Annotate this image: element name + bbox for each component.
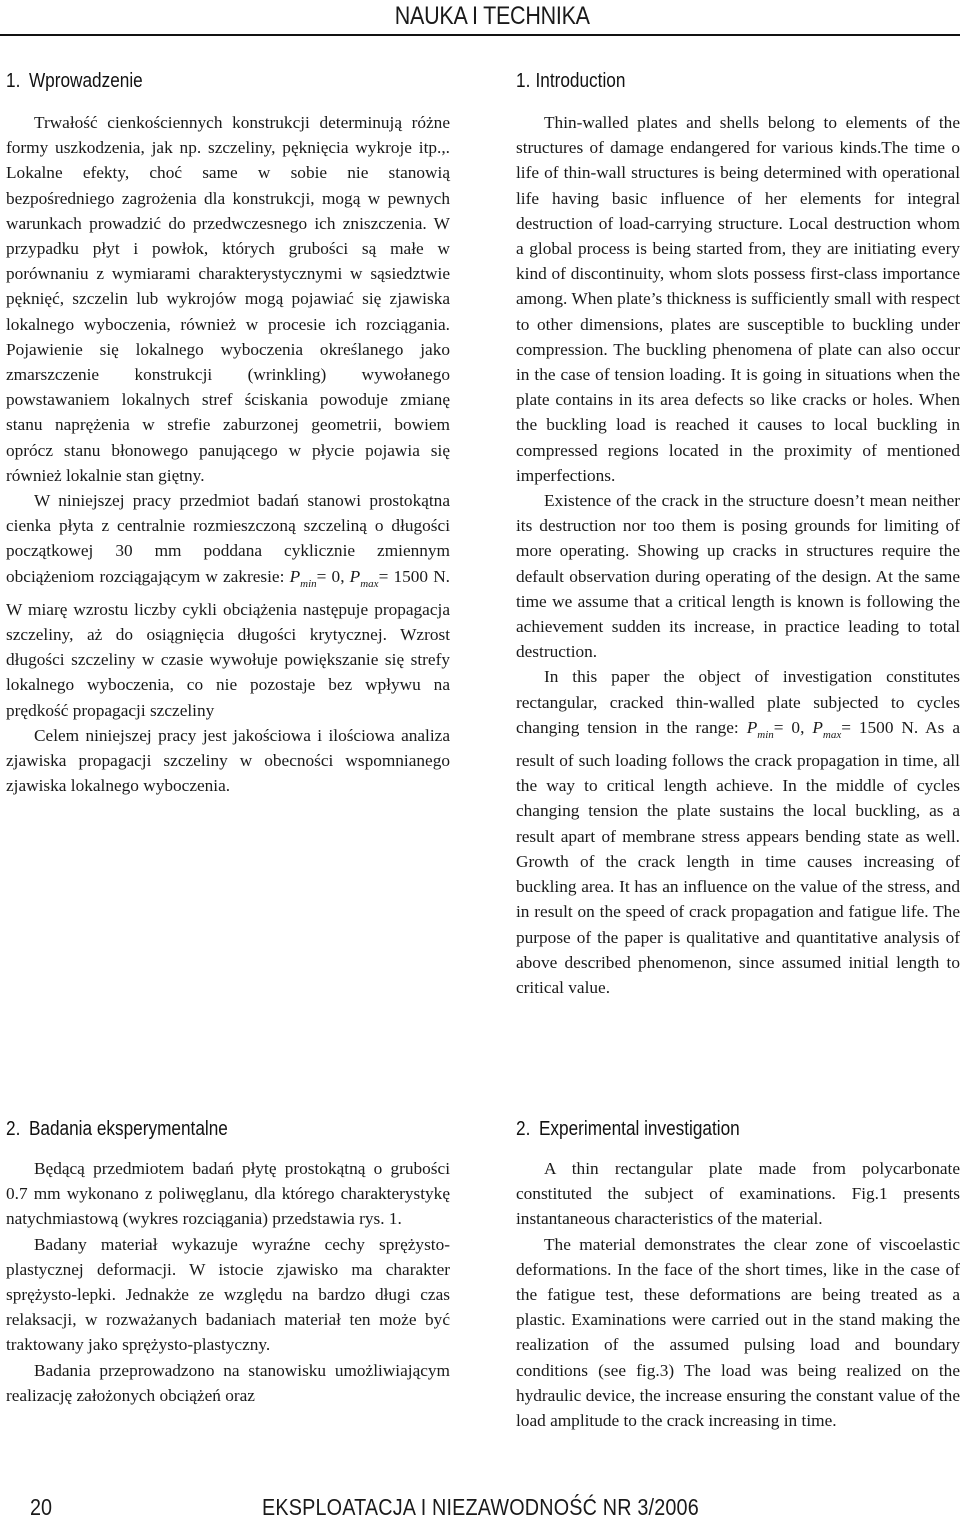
section-title: Experimental investigation (538, 1118, 740, 1140)
text-run: = 1500 N. As a result of such loading follows the crack propagation in time, all the way to critical length achieve. In the middle of cycles changing tension the plate sustains the local buckling, as a result apart of membrane stress appears bending state as well. Growth of the crack length in time causes increasing of buckling area. It has an influence on the value of the stress, and in result on the speed of crack propagation and fatigue life. The purpose of the paper is qualitative and quantitative analysis of above described phenomenon, since assumed initial length to critical value. (516, 717, 960, 997)
symbol-p: P (746, 717, 758, 737)
symbol-p: P (349, 566, 361, 586)
section-title: Badania eksperymentalne (28, 1118, 228, 1140)
section-heading-introduction (516, 70, 898, 96)
paragraph: Thin-walled plates and shells belong to elements of the structures of damage endangered for various kinds.The time o life of thin-wall structures is being determined with operational life having basic influence of her elements for integral destruction of load-carrying structure. Local destruction whom a global process is being started from, they are initiating every kind of discontinuity, whom slots possess first-class importance among. When plate’s thickness is sufficiently small with respect to other dimensions, plates are susceptible to buckling under compression. The buckling phenomena of plate can also occur in the case of tension loading. It is going in situations when the plate contains in its area defects so like cracks or holes. When the buckling load is reached it causes to local buckling in compressed regions located in the proximity of mentioned imperfections. (516, 113, 960, 485)
page-number: 20 (30, 1494, 53, 1520)
left-column-section-1 (6, 70, 450, 798)
section-title: Wprowadzenie (28, 70, 143, 92)
journal-title: EKSPLOATACJA I NIEZAWODNOŚĆ NR 3/2006 (262, 1494, 699, 1520)
subscript-max: max (822, 728, 842, 741)
running-header-title: NAUKA I TECHNIKA (394, 2, 590, 30)
symbol-p: P (289, 566, 301, 586)
section-title: Introduction (535, 70, 626, 92)
text-run: = 1500 N. W miarę wzrostu liczby cykli obciążenia następuje propagacja szczeliny, aż do osiągnięcia długości krytycznej. Wzrost długości szczeliny w czasie wywołuje powiększanie się strefy lokalnego wyboczenia, co nie pozostaje bez wpływu na prędkość propagacji szczeliny (6, 566, 450, 720)
section-number: 2. (6, 1118, 21, 1140)
section-heading-badania (6, 1118, 388, 1144)
text-run: In this paper the object of investigation constitutes rectangular, cracked thin-walled plate subjected to cycles changing tension in the range: (516, 667, 960, 737)
paragraph: The material demonstrates the clear zone of viscoelastic deformations. In the face of the short times, like in the case of the fatigue test, these deformations are being treated as a plastic. Examinations were carried out in the stand making the realization of the assumed pulsing load and boundary conditions (see fig.3) The load was being realized on the hydraulic device, the increase ensuring the constant value of the load amplitude to the crack increasing in time. (516, 1234, 960, 1431)
text-run: = 0, (316, 566, 350, 586)
paragraph: Celem niniejszej pracy jest jakościowa i ilościowa analiza zjawiska propagacji szczeliny w obecności wspomnianego zjawiska lokalnego wyboczenia. (6, 725, 450, 796)
paragraph (516, 664, 960, 1000)
section-number: 1. (6, 70, 21, 92)
section-number: 1. (516, 70, 531, 92)
right-column-section-1 (516, 70, 960, 1000)
section-number: 2. (516, 1118, 531, 1140)
text-run: = 0, (773, 717, 813, 737)
right-column-section-2 (516, 1118, 960, 1433)
paragraph (6, 488, 450, 723)
text-run: W niniejszej pracy przedmiot badań stanowi prostokątna cienka płyta z centralnie rozmieszczoną szczeliną o długości początkowej 30 mm poddana cyklicznie zmiennym obciążeniom rozciągającym w zakresie: (6, 491, 450, 586)
paragraph: Będącą przedmiotem badań płytę prostokątną o grubości 0.7 mm wykonano z poliwęglanu, dla którego charakterystykę natychmiastową (wykres rozciągania) przedstawia rys. 1. (6, 1159, 450, 1229)
page-footer (0, 1490, 960, 1530)
section-heading-experimental (516, 1118, 898, 1144)
subscript-min: min (757, 728, 774, 741)
paragraph: Existence of the crack in the structure doesn’t mean neither its destruction nor too them is posing grounds for limiting of more operating. Showing up cracks in structures require the default observation during operating of the design. At the same time we assume that a critical length is known is following the achievement sudden its increase, in practice leading to total destruction. (516, 491, 960, 662)
running-header (0, 0, 960, 36)
paragraph: Trwałość cienkościennych konstrukcji determinują różne formy uszkodzenia, jak np. szczeliny, pęknięcia wykroje itp.,. Lokalne efekty, choć same w sobie nie stanowią bezpośredniego zagrożenia dla konstrukcji, mogą w pewnych warunkach prowadzić do przedwczesnego ich zniszczenia. W przypadku płyt i powłok, których grubości są małe w porównaniu z wymiarami charakterystycznymi w sąsiedztwie pęknięć, szczelin lub wykrojów mogą pojawiać się zjawiska lokalnego wyboczenia, również w procesie ich rozciągania. Pojawienie się lokalnego wyboczenia określanego jako zmarszczenie konstrukcji (wrinkling) wywołanego powstawaniem lokalnych stref ściskania powoduje zmianę stanu naprężenia w strefie zaburzonej geometrii, bowiem oprócz stanu błonowego panującego w płycie pojawia się również lokalnie stan giętny. (6, 113, 450, 485)
symbol-p: P (812, 717, 823, 737)
paragraph: A thin rectangular plate made from polycarbonate constituted the subject of examinations. Fig.1 presents instantaneous characteristics of the material. (516, 1159, 960, 1229)
subscript-max: max (360, 577, 379, 590)
paragraph: Badania przeprowadzono na stanowisku umożliwiającym realizację założonych obciążeń oraz (6, 1360, 450, 1405)
header-rule (0, 34, 960, 36)
section-heading-wprowadzenie (6, 70, 388, 96)
paragraph: Badany materiał wykazuje wyraźne cechy sprężysto-plastycznej deformacji. W istocie zjawisko ma charakter sprężysto-lepki. Jednakże ze względu na bardzo długi czas relaksacji, w rozważanych badaniach materiał ten może być traktowany jako sprężysto-plastyczny. (6, 1234, 450, 1355)
subscript-min: min (300, 577, 317, 590)
left-column-section-2 (6, 1118, 450, 1408)
